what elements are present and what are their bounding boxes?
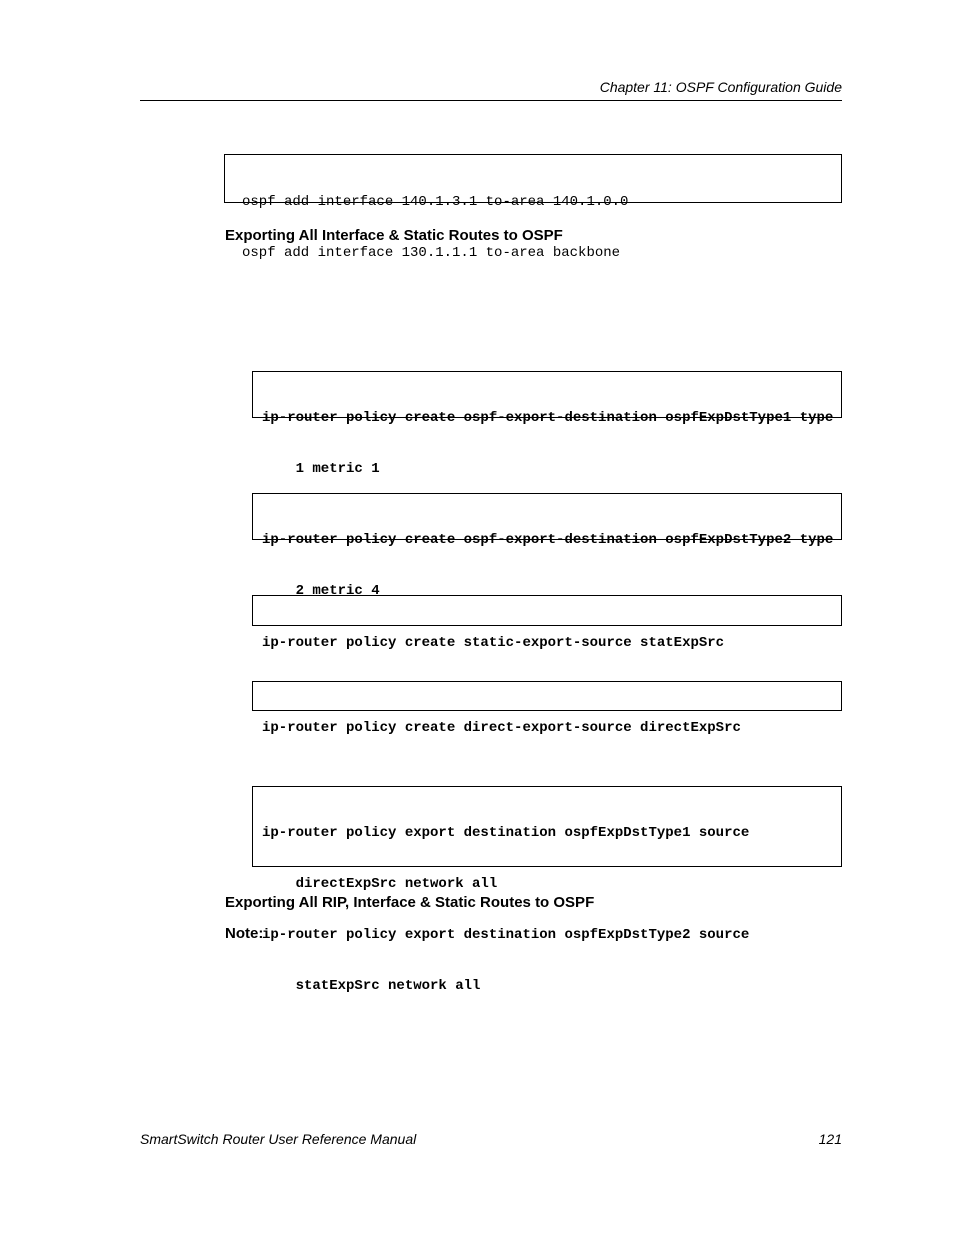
code-line: ip-router policy export destination ospfExpDstType2 source — [262, 927, 750, 943]
code-line: statExpSrc network all — [262, 978, 481, 994]
code-block-dest-type2 — [252, 493, 842, 599]
footer-page-number: 121 — [818, 1131, 842, 1147]
code-line: ip-router policy create ospf-export-destination ospfExpDstType2 type — [262, 532, 834, 548]
code-line: ip-router policy create static-export-source statExpSrc — [262, 635, 725, 651]
code-line: 1 metric 1 — [262, 461, 380, 477]
header-rule — [140, 100, 842, 101]
note-label: Note: — [225, 925, 264, 942]
section-heading-interface-static: Exporting All Interface & Static Routes to OSPF — [225, 227, 563, 244]
code-line: ip-router policy export destination ospfExpDstType1 source — [262, 825, 750, 841]
code-line: 2 metric 4 — [262, 583, 380, 599]
code-block-direct-source — [252, 681, 842, 736]
code-line: directExpSrc network all — [262, 876, 498, 892]
code-line: ip-router policy create ospf-export-destination ospfExpDstType1 type — [262, 410, 834, 426]
code-line: ip-router policy create direct-export-source directExpSrc — [262, 720, 741, 736]
running-header: Chapter 11: OSPF Configuration Guide — [599, 79, 842, 95]
code-line: ospf add interface 140.1.3.1 to-area 140.1.0.0 — [242, 194, 629, 210]
footer-manual-title: SmartSwitch Router User Reference Manual — [140, 1131, 417, 1147]
code-block-dest-type1 — [252, 371, 842, 477]
section-heading-rip-interface-static: Exporting All RIP, Interface & Static Routes to OSPF — [225, 894, 595, 911]
code-block-static-source — [252, 595, 842, 651]
code-line: ospf add interface 130.1.1.1 to-area backbone — [242, 245, 621, 261]
